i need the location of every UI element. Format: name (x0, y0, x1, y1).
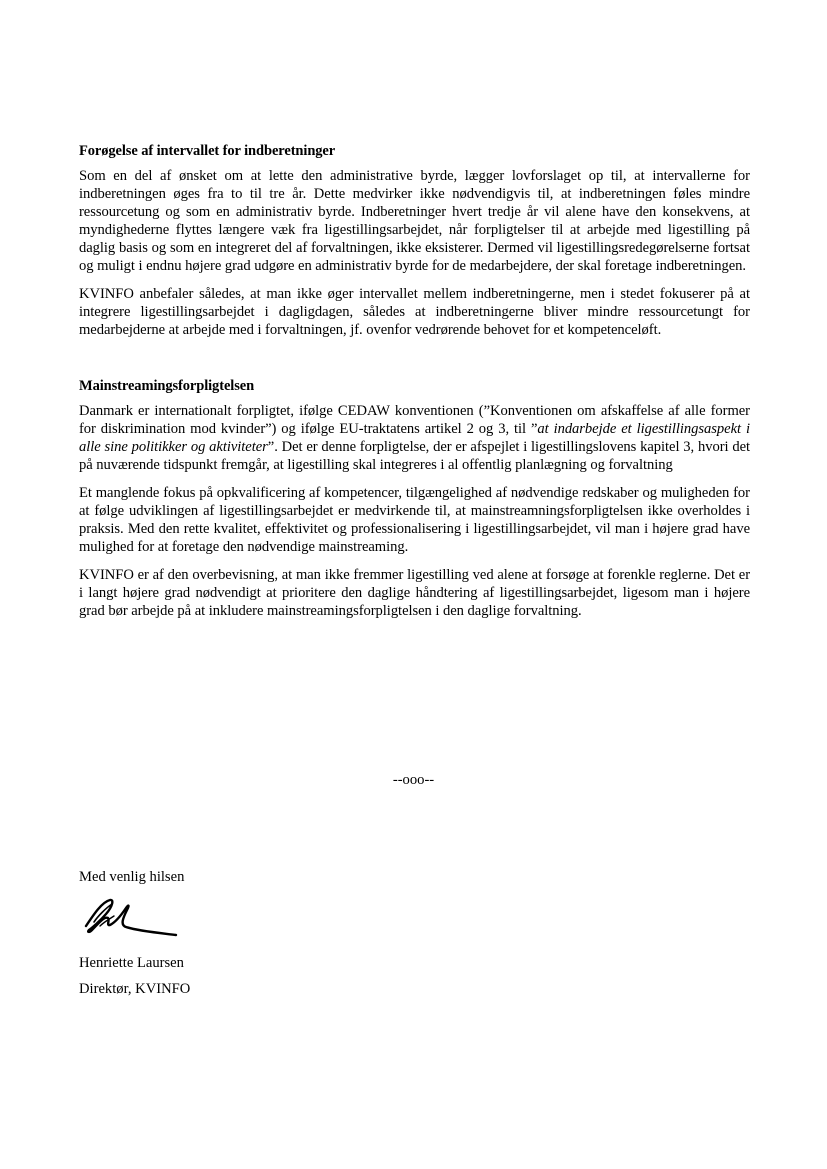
closing-greeting: Med venlig hilsen (79, 869, 185, 885)
section-separator: --ooo-- (392, 772, 435, 788)
paragraph-text: Danmark er internationalt forpligtet, ifølge CEDAW konventionen (”Konventionen om afskaffelse af alle former for diskrimination mod kvinder”) og ifølge EU-traktatens artikel 2 og 3, til ” (79, 403, 750, 437)
section-heading-interval: Forøgelse af intervallet for indberetninger (79, 143, 336, 159)
letter-body (79, 142, 750, 630)
paragraph-text: ”. Det er denne forpligtelse, der er afspejlet i ligestillingslovens kapitel 3, hvori det på nuværende tidspunkt fremgår, at ligestilling skal integreres i al offentlig planlægning og forvaltning (79, 439, 750, 473)
paragraph-interval-2: KVINFO anbefaler således, at man ikke øger intervallet mellem indberetningerne, men i stedet fokuserer på at integrere ligestillingsarbejdet i dagligdagen, således at indberetningerne bliver mindre ressourcetungt for medarbejderne at arbejde med i forvaltningen, jf. ovenfor vedrørende behovet for et kompetenceløft. (79, 286, 750, 338)
signatory-title: Direktør, KVINFO (79, 981, 191, 997)
signatory-name: Henriette Laursen (79, 955, 184, 971)
quoted-italic-text: at indarbejde et ligestillingsaspekt i alle sine politikker og aktiviteter (79, 421, 750, 455)
signature-icon (80, 892, 180, 944)
paragraph-mainstreaming-3: KVINFO er af den overbevisning, at man ikke fremmer ligestilling ved alene at forsøge at forenkle reglerne. Det er i langt højere grad nødvendigt at prioritere den daglige håndtering af ligestillingsarbejdet, ligesom man i højere grad bør arbejde på at inkludere mainstreamingsforpligtelsen i den daglige forvaltning. (79, 567, 750, 619)
paragraph-mainstreaming-1 (79, 402, 750, 474)
section-heading-mainstreaming: Mainstreamingsforpligtelsen (79, 378, 255, 394)
paragraph-mainstreaming-2: Et manglende fokus på opkvalificering af kompetencer, tilgængelighed af nødvendige redskaber og muligheden for at følge udviklingen af ligestillingsarbejdet er medvirkende til, at mainstreamningsforpligtelsen ikke overholdes i praksis. Med den rette kvalitet, effektivitet og professionalisering i ligestillingsarbejdet, vil man i højere grad have mulighed for at foretage den nødvendige mainstreaming. (79, 485, 750, 555)
paragraph-interval-1: Som en del af ønsket om at lette den administrative byrde, lægger lovforslaget op til, at intervallerne for indberetningen øges fra to til tre år. Dette medvirker ikke nødvendigvis til, at indberetningen føles mindre ressourcetung og som en administrativ byrde. Indberetninger hvert tredje år vil alene have den konsekvens, at myndighederne flyttes længere væk fra ligestillingsarbejdet, når forpligtelser til at arbejde med ligestilling på daglig basis og som en integreret del af forvaltningen, ikke eksisterer. Dermed vil ligestillingsredegørelserne fortsat og muligt i endnu højere grad udgøre en administrativ byrde for de medarbejdere, der skal foretage indberetningen. (79, 168, 750, 274)
